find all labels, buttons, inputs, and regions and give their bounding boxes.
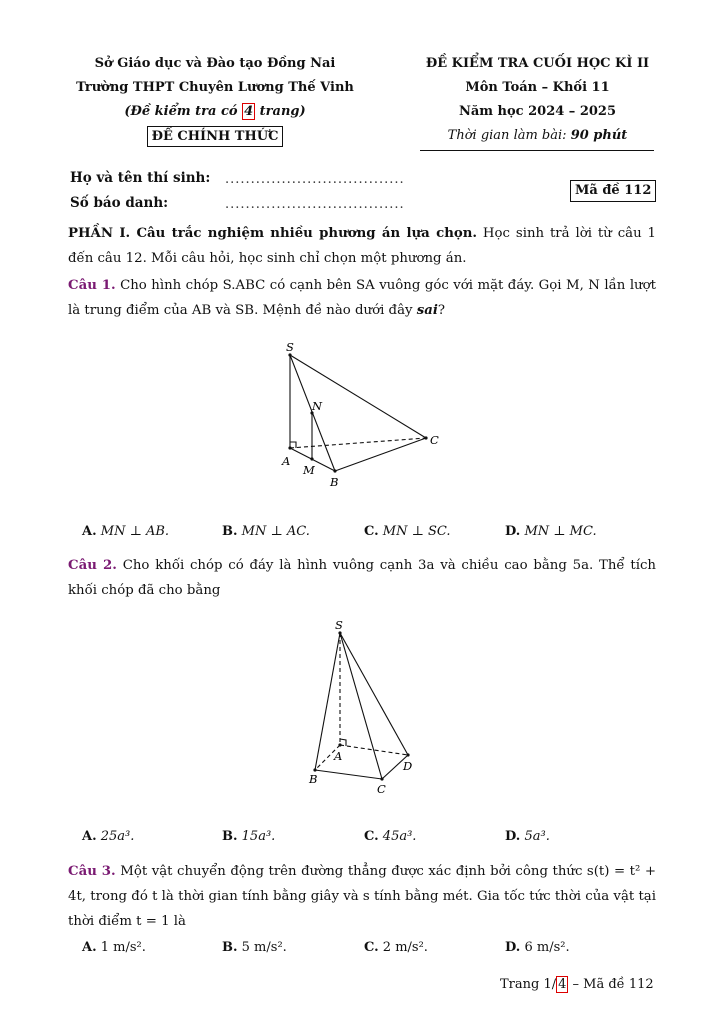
label-d: D — [403, 759, 413, 773]
pages-note: (Đề kiểm tra có 4 trang) — [124, 104, 306, 119]
question-1-number: Câu 1. — [68, 278, 116, 293]
edge-ac — [290, 438, 426, 448]
part1-heading: PHẦN I. Câu trắc nghiệm nhiều phương án lựa chọn. Học sinh trả lời từ câu 1 đến câu 12. Mỗi câu hỏi, học sinh chỉ chọn một phương án. — [68, 226, 656, 266]
q1-option-b[interactable]: B. MN ⊥ AC. — [222, 524, 310, 539]
pages-count: 4 — [244, 104, 254, 119]
q2-option-b[interactable]: B. 15a³. — [222, 829, 276, 844]
label-c: C — [377, 782, 386, 796]
label-s: S — [286, 340, 294, 354]
q1-option-c[interactable]: C. MN ⊥ SC. — [364, 524, 451, 539]
student-id-field[interactable]: ................................... — [225, 197, 405, 212]
label-s: S — [335, 618, 343, 632]
q3-option-d[interactable]: D. 6 m/s². — [505, 940, 570, 955]
label-b: B — [309, 772, 318, 786]
header-left — [60, 52, 370, 149]
page-footer: Trang 1/ 4 – Mã đề 112 — [500, 977, 654, 992]
edge-sd — [340, 633, 408, 755]
header-rule — [420, 150, 654, 151]
official-badge: ĐỀ CHÍNH THỨC — [147, 126, 284, 147]
department-name: Sở Giáo dục và Đào tạo Đồng Nai — [94, 56, 336, 71]
label-c: C — [430, 433, 439, 447]
question-3: Câu 3. Một vật chuyển động trên đường thẳng được xác định bởi công thức s(t) = t² + 4t, trong đó t là thời gian tính bằng giây và s tính bằng mét. Gia tốc tức thời của vật tại thời điểm t = 1 là — [68, 864, 656, 929]
label-m: M — [303, 463, 315, 477]
q2-option-a[interactable]: A. 25a³. — [82, 829, 135, 844]
question-3-number: Câu 3. — [68, 864, 116, 879]
school-year: Năm học 2024 – 2025 — [458, 104, 617, 119]
exam-time: Thời gian làm bài: 90 phút — [447, 128, 628, 143]
edge-bc — [315, 770, 382, 779]
q2-option-c[interactable]: C. 45a³. — [364, 829, 417, 844]
question-2-number: Câu 2. — [68, 558, 117, 573]
header-right — [410, 52, 665, 148]
edge-sc — [340, 633, 382, 779]
question-1: Câu 1. Cho hình chóp S.ABC có cạnh bên SA vuông góc với mặt đáy. Gọi M, N lần lượt là trung điểm của AB và SB. Mệnh đề nào dưới đây sai? — [68, 278, 656, 318]
question-2: Câu 2. Cho khối chóp có đáy là hình vuông cạnh 3a và chiều cao bằng 5a. Thể tích khối chóp đã cho bằng — [68, 558, 656, 598]
figure-pyramid-sabc — [270, 338, 450, 498]
exam-code-badge: Mã đề 112 — [570, 180, 656, 202]
q1-option-a[interactable]: A. MN ⊥ AB. — [82, 524, 170, 539]
label-n: N — [312, 399, 323, 413]
label-a: A — [334, 749, 343, 763]
exam-title: ĐỀ KIỂM TRA CUỐI HỌC KÌ II — [425, 56, 650, 71]
q1-option-d[interactable]: D. MN ⊥ MC. — [505, 524, 597, 539]
q2-option-d[interactable]: D. 5a³. — [505, 829, 550, 844]
student-name-field[interactable]: ................................... — [225, 172, 405, 187]
q3-option-c[interactable]: C. 2 m/s². — [364, 940, 428, 955]
subject: Môn Toán – Khối 11 — [465, 80, 610, 95]
q3-option-b[interactable]: B. 5 m/s². — [222, 940, 287, 955]
label-b: B — [330, 475, 339, 489]
school-name: Trường THPT Chuyên Lương Thế Vinh — [76, 80, 354, 95]
q3-option-a[interactable]: A. 1 m/s². — [82, 940, 146, 955]
edge-sc — [290, 355, 426, 438]
footer-pages-count: 4 — [558, 977, 567, 992]
edge-bc — [335, 438, 426, 471]
label-a: A — [282, 454, 291, 468]
student-id-label: Số báo danh: — [70, 195, 169, 211]
figure-pyramid-sabcd — [295, 615, 435, 800]
student-name-label: Họ và tên thí sinh: — [70, 170, 211, 186]
